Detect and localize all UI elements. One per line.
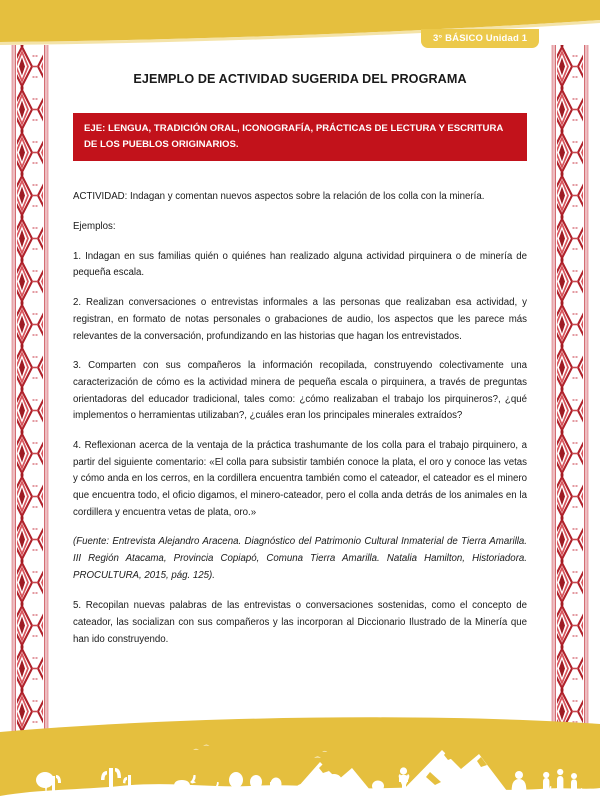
source-citation: (Fuente: Entrevista Alejandro Aracena. Diagnóstico del Patrimonio Cultural Inmaterial de Tierra Amarilla. III Región Atacama, Provincia Copiapó, Comuna Tierra Amarilla. Natalia Hamilton, Historiadora. PROCULTURA, 2015, pág. 125).	[73, 536, 527, 581]
example-item-3: 3. Comparten con sus compañeros la información recopilada, construyendo colectivamente una caracterización de cómo es la actividad minera de pequeña escala o pirquinera, a través de preguntas orientadoras del educador tradicional, tales como: ¿cómo realizaban el trabajo los pirquineros?, ¿qué implementos o herramientas utilizaban?, ¿cuáles eran los principales minerales extraídos?	[73, 360, 527, 422]
unit-badge: 3° BÁSICO Unidad 1	[421, 29, 539, 48]
example-item-2: 2. Realizan conversaciones o entrevistas informales a las personas que realizaban esa actividad, y registran, en formato de notas personales o grabaciones de audio, los aspectos que les parece más relevantes de la conversación, profundizando en las historias que hagan los entrevistados.	[73, 297, 527, 342]
eje-banner: EJE: LENGUA, TRADICIÓN ORAL, ICONOGRAFÍA, PRÁCTICAS DE LECTURA Y ESCRITURA DE LOS PUEBLOS ORIGINARIOS.	[73, 113, 527, 161]
example-item-4: 4. Reflexionan acerca de la ventaja de la práctica trashumante de los colla para el trabajo pirquinero, a partir del siguiente comentario: «El colla para subsistir también conoce la plata, el oro y conoce las vetas y cómo anda en los cerros, en la cordillera encuentra también como el cateador, el cateador es el minero que encuentra todo, el oficio digamos, el minero-cateador, pero el colla anda detrás de los animales en la cordillera y encuentra vetas de plata, oro.»	[73, 439, 527, 518]
activity-body	[73, 189, 527, 648]
right-ornamental-border	[549, 45, 591, 733]
left-ornamental-border	[9, 45, 51, 733]
page-title: EJEMPLO DE ACTIVIDAD SUGERIDA DEL PROGRAMA	[133, 72, 467, 86]
document-content	[73, 60, 527, 649]
example-item-5: 5. Recopilan nuevas palabras de las entrevistas o conversaciones sostenidas, como el concepto de cateador, las socializan con sus compañeros y las incorporan al Diccionario Ilustrado de la Minería que han ido construyendo.	[73, 600, 527, 645]
examples-label: Ejemplos:	[73, 221, 116, 233]
bottom-landscape-band	[0, 710, 600, 800]
activity-statement: ACTIVIDAD: Indagan y comentan nuevos aspectos sobre la relación de los colla con la minería.	[73, 191, 485, 203]
example-item-1: 1. Indagan en sus familias quién o quiénes han realizado alguna actividad pirquinera o de minería de pequeña escala.	[73, 250, 527, 279]
